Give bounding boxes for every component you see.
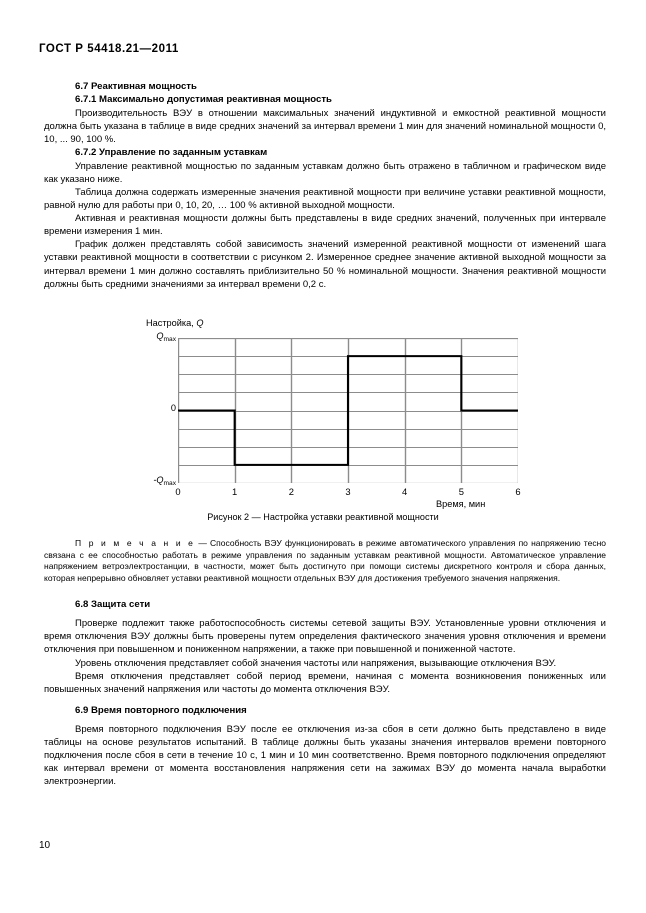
chart-y-axis-title bbox=[146, 318, 204, 328]
chart-svg bbox=[178, 338, 518, 483]
chart-ytick-qmin bbox=[136, 475, 176, 485]
paragraph-6-7-2-3: Активная и реактивная мощности должны быть представлены в виде средних значений, полученных при интервале времени измерения 1 мин. bbox=[44, 213, 606, 238]
chart-xtick-label: 0 bbox=[175, 486, 181, 497]
chart-xtick-label: 6 bbox=[515, 486, 521, 497]
paragraph-6-8-3: Время отключения представляет собой период времени, начиная с момента возникновения пониженных или повышенных значений напряжения или частоты до момента отключения ВЭУ. bbox=[44, 670, 606, 695]
section-heading-6-7-1: 6.7.1 Максимально допустимая реактивная мощность bbox=[75, 94, 332, 105]
note-text: Способность ВЭУ функционировать в режиме автоматического управления по напряжению тесно связана с ее способностью работать в режиме управления по заданным уставкам реактивной мощности. Автоматическое управление напряжением ветроэлектростанции, в частности, может быть достигнуто при помощи системы дискретного контроля и сбора данных, которая непрерывно обновляет уставки реактивной мощности отдельных ВЭУ для достижения требуемого значения напряжения. bbox=[44, 538, 606, 583]
section-heading-6-9: 6.9 Время повторного подключения bbox=[75, 704, 247, 716]
section-heading-6-7-2: 6.7.2 Управление по заданным уставкам bbox=[75, 147, 268, 159]
figure-2-caption: Рисунок 2 — Настройка уставки реактивной мощности bbox=[207, 512, 439, 522]
chart-ytick-qmax-sub: max bbox=[163, 336, 176, 343]
chart-series-line bbox=[178, 356, 518, 465]
chart-ytick-qmax bbox=[142, 331, 176, 341]
document-body bbox=[44, 80, 606, 291]
chart-xtick-label: 5 bbox=[458, 486, 464, 497]
paragraph-6-8-1: Проверке подлежит также работоспособность системы сетевой защиты ВЭУ. Установленные уровни отключения и время отключения ВЭУ должны быть проверены путем определения фактического значения уровня отключения и времени отключения при повышенном и пониженном напряжении, а также при повышенной и пониженной частоте. bbox=[44, 618, 606, 656]
page-number: 10 bbox=[39, 840, 51, 851]
chart-xtick-label: 4 bbox=[402, 486, 408, 497]
chart-ytick-qmin-base: -Q bbox=[153, 475, 164, 485]
paragraph-6-7-2-4: График должен представлять собой зависимость значений измеренной реактивной мощности от изменений шага уставки реактивной мощности в соответствии с рисунком 2. Измеренное среднее значение активной выходной мощности за интервал времени 1 мин должно составлять приблизительно 50 % номинальной мощности. Значения реактивной мощности должны быть средними значениями за интервал времени 0,2 с. bbox=[44, 239, 606, 290]
chart-ytick-qmax-base: Q bbox=[156, 331, 164, 341]
paragraph-6-7-2-1: Управление реактивной мощностью по заданным уставкам должно быть отражено в табличном и графическом виде как указано ниже. bbox=[44, 161, 606, 186]
note-block bbox=[44, 538, 606, 584]
chart-reactive-power-setpoint bbox=[144, 318, 544, 508]
chart-xtick-label: 2 bbox=[288, 486, 294, 497]
section-heading-6-8: 6.8 Защита сети bbox=[75, 599, 151, 611]
chart-ytick-zero: 0 bbox=[170, 403, 176, 413]
chart-y-axis-title-text: Настройка, bbox=[146, 318, 197, 328]
paragraph-6-7-1-1: Производительность ВЭУ в отношении максимальных значений индуктивной и емкостной реактивной мощности должна быть указана в таблице в виде средних значений за интервал времени 1 мин для значений номинальной мощности 0, 10, ... 90, 100 %. bbox=[44, 108, 606, 146]
chart-ytick-qmin-sub: max bbox=[163, 480, 176, 487]
section-heading-6-7: 6.7 Реактивная мощность bbox=[75, 81, 197, 92]
chart-xtick-label: 1 bbox=[232, 486, 238, 497]
chart-y-axis-title-symbol: Q bbox=[196, 318, 204, 328]
note-label: П р и м е ч а н и е bbox=[75, 538, 196, 548]
paragraph-6-9-1: Время повторного подключения ВЭУ после ее отключения из-за сбоя в сети должно быть представлено в виде таблицы на основе результатов испытаний. В таблице должны быть указаны значения интервалов времени повторного подключения после сбоя в сети в течение 10 с, 1 мин и 10 мин соответственно. Время повторного подключения определяют как интервал времени от момента восстановления напряжения сети на зажимах ВЭУ до момента начала выработки электроэнергии. bbox=[44, 723, 606, 787]
document-header: ГОСТ Р 54418.21—2011 bbox=[39, 43, 179, 55]
paragraph-6-7-2-2: Таблица должна содержать измеренные значения реактивной мощности при величине уставки реактивной мощности, равной нулю для работы при 0, 10, 20, … 100 % активной выходной мощности. bbox=[44, 187, 606, 212]
chart-xtick-label: 3 bbox=[345, 486, 351, 497]
chart-plot-area bbox=[178, 338, 518, 483]
chart-x-axis-title: Время, мин bbox=[436, 499, 486, 509]
document-body-lower bbox=[44, 538, 606, 788]
paragraph-6-8-2: Уровень отключения представляет собой значения частоты или напряжения, вызывающие отключения ВЭУ. bbox=[75, 657, 557, 669]
note-dash: — bbox=[195, 538, 211, 548]
